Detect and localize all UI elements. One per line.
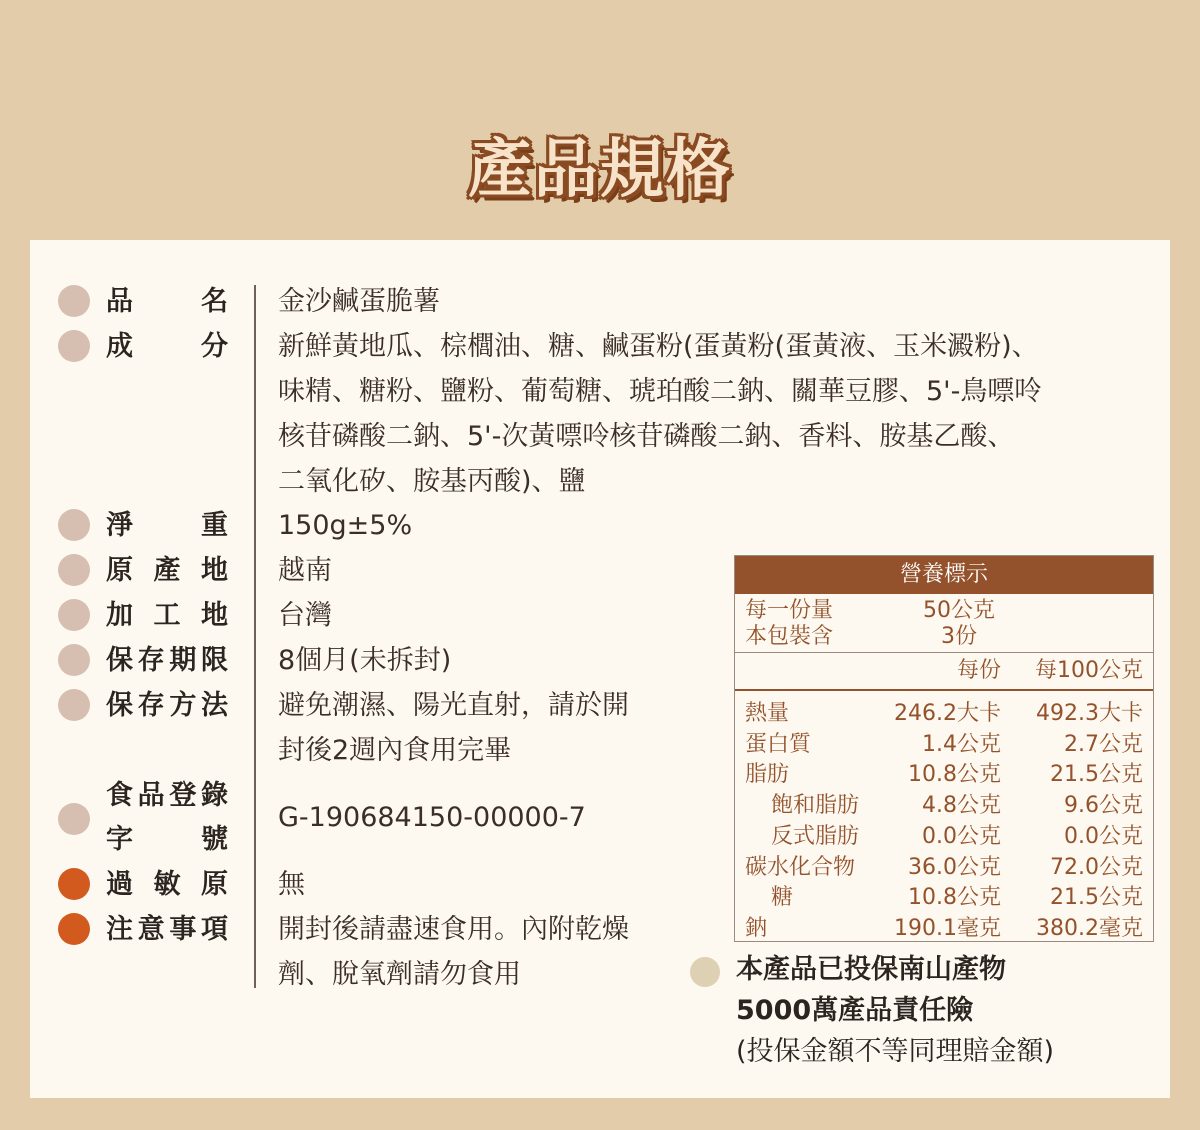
insurance-line2: 5000萬產品責任險	[736, 995, 974, 1026]
bullet-icon	[58, 803, 90, 835]
spec-label: 注意事項	[106, 914, 228, 945]
nutrient-per-serving: 10.8公克	[908, 885, 1001, 911]
bullet-icon	[58, 868, 90, 900]
bullet-icon	[58, 285, 90, 317]
spec-value: 150g±5%	[278, 510, 413, 541]
nutrient-per-serving: 1.4公克	[922, 731, 1001, 757]
nutrient-name: 蛋白質	[745, 731, 812, 757]
nutrition-columns	[735, 653, 1153, 691]
nutrient-per-serving: 190.1毫克	[894, 915, 1001, 941]
bullet-icon	[58, 509, 90, 541]
package-label: 本包裝含	[745, 624, 834, 649]
spec-label: 食品登錄	[106, 780, 228, 811]
bullet-icon	[690, 957, 720, 987]
nutrient-per-100g: 21.5公克	[1050, 762, 1143, 788]
nutrient-per-100g: 9.6公克	[1064, 793, 1143, 819]
ingredients-line: 新鮮黃地瓜、棕櫚油、糖、鹹蛋粉(蛋黃粉(蛋黃液、玉米澱粉)、	[278, 331, 1039, 362]
nutrient-name: 糖	[771, 885, 794, 911]
bullet-icon	[58, 330, 90, 362]
caution-line: 劑、脫氧劑請勿食用	[278, 959, 521, 990]
ingredients-text	[278, 324, 1041, 504]
spec-value: 越南	[278, 555, 332, 586]
insurance-line3: (投保金額不等同理賠金額)	[736, 1036, 1055, 1067]
spec-label: 過敏原	[106, 869, 228, 900]
spec-label: 成分	[106, 331, 228, 362]
spec-label: 保存期限	[106, 645, 228, 676]
spec-value: G-190684150-00000-7	[278, 802, 586, 833]
spec-label: 品名	[106, 286, 228, 317]
nutrient-per-serving: 0.0公克	[922, 823, 1001, 849]
nutrient-per-serving: 246.2大卡	[894, 701, 1001, 726]
nutrient-per-100g: 72.0公克	[1050, 854, 1143, 880]
spec-label: 淨重	[106, 510, 228, 541]
nutrition-serving	[735, 596, 1153, 653]
bullet-icon	[58, 644, 90, 676]
spec-label: 保存方法	[106, 690, 228, 721]
insurance-note	[736, 949, 1054, 1072]
storage-text	[278, 683, 629, 773]
nutrient-per-100g: 492.3大卡	[1036, 701, 1143, 726]
caution-text	[278, 907, 629, 997]
nutrient-per-100g: 0.0公克	[1064, 823, 1143, 849]
storage-line: 封後2週內食用完畢	[278, 735, 512, 766]
insurance-line1: 本產品已投保南山產物	[736, 954, 1006, 985]
nutrition-header: 營養標示	[735, 556, 1153, 594]
nutrient-name: 飽和脂肪	[771, 793, 860, 819]
nutrient-per-100g: 380.2毫克	[1036, 915, 1143, 941]
serving-value: 50公克	[923, 598, 995, 623]
nutrient-name: 反式脂肪	[771, 823, 860, 849]
nutrient-name: 鈉	[745, 915, 768, 941]
nutrition-table	[734, 555, 1154, 942]
nutrient-per-serving: 4.8公克	[922, 793, 1001, 819]
bullet-icon	[58, 599, 90, 631]
spec-value: 台灣	[278, 600, 332, 631]
spec-label: 原產地	[106, 555, 228, 586]
ingredients-line: 核苷磷酸二鈉、5'-次黃嘌呤核苷磷酸二鈉、香料、胺基乙酸、	[278, 421, 1015, 452]
package-value: 3份	[941, 624, 977, 649]
spec-label-line2: 字號	[106, 824, 228, 855]
col-per-100g: 每100公克	[1035, 658, 1143, 683]
bullet-icon	[58, 554, 90, 586]
spec-value: 8個月(未拆封)	[278, 645, 452, 676]
nutrient-per-serving: 10.8公克	[908, 762, 1001, 788]
divider-line	[254, 285, 256, 988]
ingredients-line: 味精、糖粉、鹽粉、葡萄糖、琥珀酸二鈉、關華豆膠、5'-鳥嘌呤	[278, 376, 1042, 407]
ingredients-line: 二氧化矽、胺基丙酸)、鹽	[278, 466, 586, 497]
nutrient-name: 碳水化合物	[745, 854, 856, 880]
spec-label: 加工地	[106, 600, 228, 631]
bullet-icon	[58, 689, 90, 721]
page-title: 產品規格	[468, 133, 732, 207]
bullet-icon	[58, 913, 90, 945]
serving-label: 每一份量	[745, 598, 834, 623]
spec-value: 無	[278, 869, 305, 900]
spec-panel	[30, 240, 1170, 1098]
nutrient-per-100g: 2.7公克	[1064, 731, 1143, 757]
nutrient-per-serving: 36.0公克	[908, 854, 1001, 880]
caution-line: 開封後請盡速食用。內附乾燥	[278, 914, 629, 945]
nutrient-name: 熱量	[745, 701, 790, 726]
nutrient-per-100g: 21.5公克	[1050, 885, 1143, 911]
col-per-serving: 每份	[956, 658, 1001, 683]
storage-line: 避免潮濕、陽光直射，請於開	[278, 690, 629, 721]
spec-value: 金沙鹹蛋脆薯	[278, 286, 440, 317]
nutrient-name: 脂肪	[745, 762, 790, 788]
